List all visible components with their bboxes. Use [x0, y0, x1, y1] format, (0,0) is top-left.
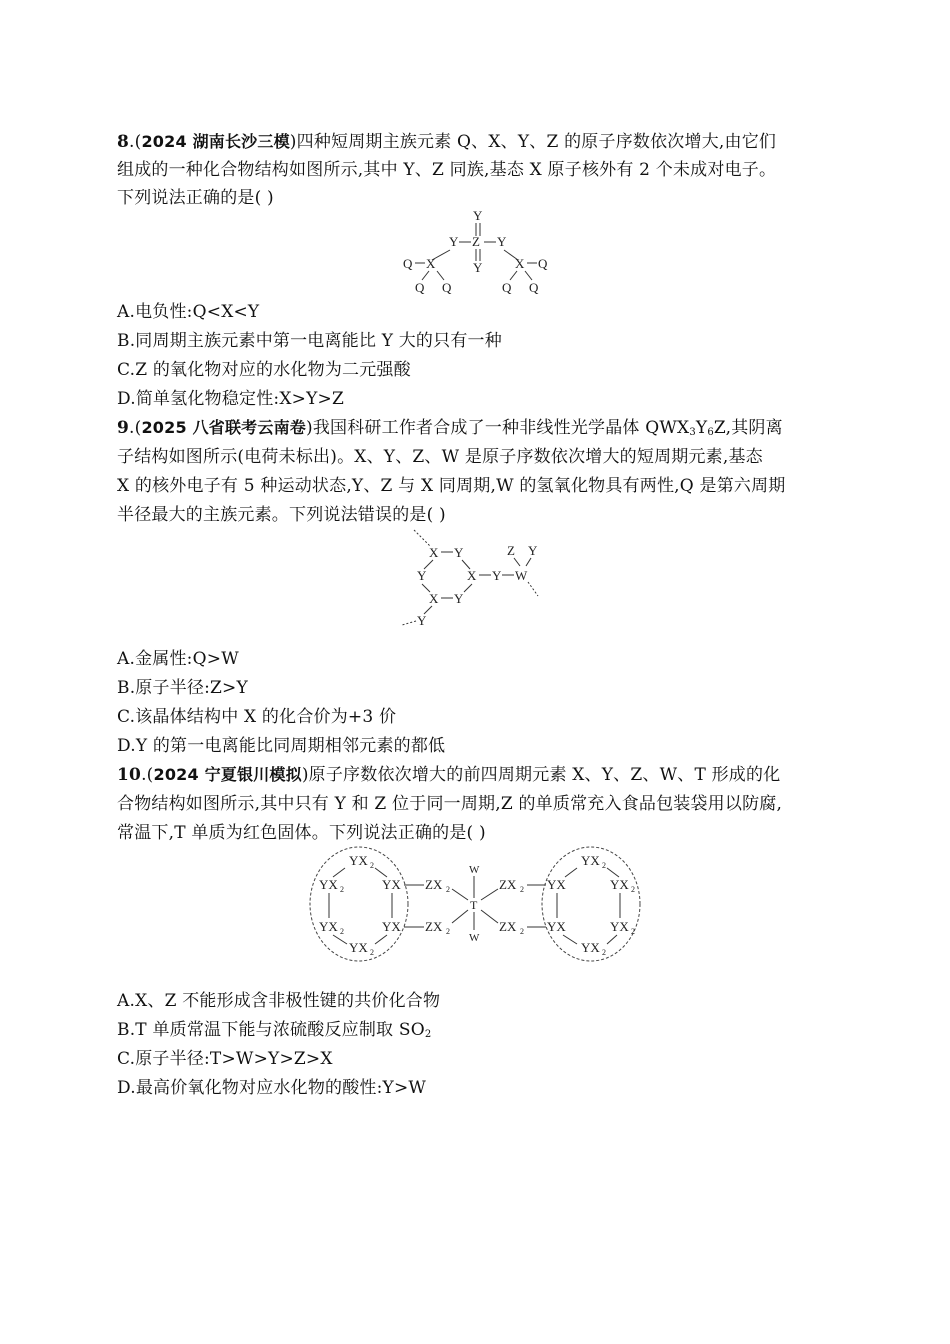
q10-atom: YX — [349, 940, 368, 955]
q9-atom: W — [515, 568, 528, 583]
q10-atom: YX — [319, 877, 338, 892]
q8-atom: Y — [497, 234, 507, 249]
q8-line-1: 8.(2024 湖南长沙三模)四种短周期主族元素 Q、X、Y、Z 的原子序数依次增大,由它们 — [117, 132, 777, 152]
q9-atom: Y — [454, 591, 464, 606]
q8-atom: X — [426, 256, 436, 271]
q10-atom: W — [469, 932, 480, 944]
q9-atom: Y — [492, 568, 502, 583]
q10-atom: ZX — [425, 919, 443, 934]
q8-atom: Q — [529, 280, 539, 295]
q10-atom: YX — [382, 919, 401, 934]
q10-sub: 2 — [631, 927, 635, 936]
q10-line-3: 常温下,T 单质为红色固体。下列说法正确的是( ) — [117, 823, 486, 843]
q10-sub: 2 — [340, 927, 344, 936]
q10-line-2: 合物结构如图所示,其中只有 Y 和 Z 位于同一周期,Z 的单质常充入食品包装袋用以防腐, — [117, 794, 783, 814]
q9-line-3: X 的核外电子有 5 种运动状态,Y、Z 与 X 同周期,W 的氢氧化物具有两性,Q 是第六周期 — [117, 476, 786, 496]
q10-atom: ZX — [425, 877, 443, 892]
q9-number: 9 — [117, 418, 130, 438]
q8-structure-diagram — [395, 208, 565, 298]
q10-option-d: D.最高价氧化物对应水化物的酸性:Y>W — [117, 1078, 427, 1098]
q8-number: 8 — [117, 132, 130, 152]
q8-atom: Y — [473, 208, 483, 223]
q10-atom: W — [469, 864, 480, 876]
q10-text-1: 原子序数依次增大的前四周期元素 X、Y、Z、W、T 形成的化 — [308, 765, 781, 785]
q10-option-b-text: B.T 单质常温下能与浓硫酸反应制取 SO — [117, 1020, 425, 1040]
q9-option-d: D.Y 的第一电离能比同周期相邻元素的都低 — [117, 736, 446, 756]
q9-source: 2025 八省联考云南卷 — [141, 418, 306, 437]
q8-option-c: C.Z 的氧化物对应的水化物为二元强酸 — [117, 360, 411, 380]
q10-sub: 2 — [631, 885, 635, 894]
q9-text-1b: Y — [695, 418, 708, 438]
q8-option-a: A.电负性:Q<X<Y — [117, 302, 260, 322]
q10-sub: 2 — [520, 885, 524, 894]
q9-option-c: C.该晶体结构中 X 的化合价为+3 价 — [117, 707, 397, 727]
q8-line-3: 下列说法正确的是( ) — [117, 188, 274, 208]
q9-text-1c: Z,其阴离 — [713, 418, 783, 438]
q10-atom: T — [470, 898, 478, 912]
q10-option-b-sub: 2 — [424, 1029, 432, 1040]
q10-complex-structure-diagram — [305, 846, 645, 968]
q9-line-1: 9.(2025 八省联考云南卷)我国科研工作者合成了一种非线性光学晶体 $QWX_3Y_6Z$,其阴离 — [117, 418, 783, 438]
q9-text-1a: 我国科研工作者合成了一种非线性光学晶体 QWX — [312, 418, 690, 438]
q10-number: 10 — [117, 765, 142, 785]
q10-atom: ZX — [499, 919, 517, 934]
q10-atom: ZX — [499, 877, 517, 892]
q8-atom: Y — [449, 234, 459, 249]
q9-atom: Y — [417, 568, 427, 583]
q8-option-b: B.同周期主族元素中第一电离能比 Y 大的只有一种 — [117, 331, 502, 351]
q10-sub: 2 — [370, 861, 374, 870]
q9-atom: Y — [417, 613, 427, 628]
q10-sub: 2 — [602, 948, 606, 957]
q10-sub: 2 — [446, 885, 450, 894]
q8-atom: Z — [472, 234, 480, 249]
q10-atom: YX — [581, 940, 600, 955]
q10-atom: YX — [547, 877, 566, 892]
q9-option-a: A.金属性:Q>W — [117, 649, 239, 669]
q8-atom: Q — [538, 256, 548, 271]
q8-atom: Q — [442, 280, 452, 295]
q10-sub: 2 — [370, 948, 374, 957]
q10-sub: 2 — [602, 861, 606, 870]
q10-atom: YX — [319, 919, 338, 934]
q10-line-1: 10.(2024 宁夏银川模拟)原子序数依次增大的前四周期元素 X、Y、Z、W、T 形成的化 — [117, 765, 781, 785]
q10-sub: 2 — [446, 927, 450, 936]
q9-atom: Y — [528, 543, 538, 558]
q8-option-d: D.简单氢化物稳定性:X>Y>Z — [117, 389, 344, 409]
q10-atom: YX — [349, 853, 368, 868]
q9-atom: Z — [507, 543, 515, 558]
q10-atom: YX — [610, 877, 629, 892]
q9-atom: X — [429, 545, 439, 560]
q10-atom: YX — [547, 919, 566, 934]
q10-option-c: C.原子半径:T>W>Y>Z>X — [117, 1049, 333, 1069]
q10-sub: 2 — [340, 885, 344, 894]
q9-line-2: 子结构如图所示(电荷未标出)。X、Y、Z、W 是原子序数依次增大的短周期元素,基态 — [117, 447, 763, 467]
q8-atom: Y — [473, 260, 483, 275]
q8-atom: X — [515, 256, 525, 271]
q8-atom: Q — [502, 280, 512, 295]
q8-text-1: 四种短周期主族元素 Q、X、Y、Z 的原子序数依次增大,由它们 — [296, 132, 777, 152]
q9-option-b: B.原子半径:Z>Y — [117, 678, 248, 698]
q9-anion-structure-diagram — [400, 528, 550, 630]
q10-source: 2024 宁夏银川模拟 — [153, 765, 302, 784]
q10-atom: YX — [581, 853, 600, 868]
q10-option-a: A.X、Z 不能形成含非极性键的共价化合物 — [117, 991, 441, 1011]
q8-source: 2024 湖南长沙三模 — [141, 132, 290, 151]
q9-atom: Y — [454, 545, 464, 560]
q8-atom: Q — [403, 256, 413, 271]
q9-atom: X — [467, 568, 477, 583]
q10-option-b — [117, 1019, 847, 1041]
q10-atom: YX — [382, 877, 401, 892]
q9-line-4: 半径最大的主族元素。下列说法错误的是( ) — [117, 505, 446, 525]
q9-atom: X — [429, 591, 439, 606]
q10-sub: 2 — [520, 927, 524, 936]
q9-sub-1: 3 — [689, 427, 696, 438]
q9-sub-2: 6 — [707, 427, 714, 438]
q8-line-2: 组成的一种化合物结构如图所示,其中 Y、Z 同族,基态 X 原子核外有 2 个未成对电子。 — [117, 160, 777, 180]
q8-atom: Q — [415, 280, 425, 295]
q10-atom: YX — [610, 919, 629, 934]
